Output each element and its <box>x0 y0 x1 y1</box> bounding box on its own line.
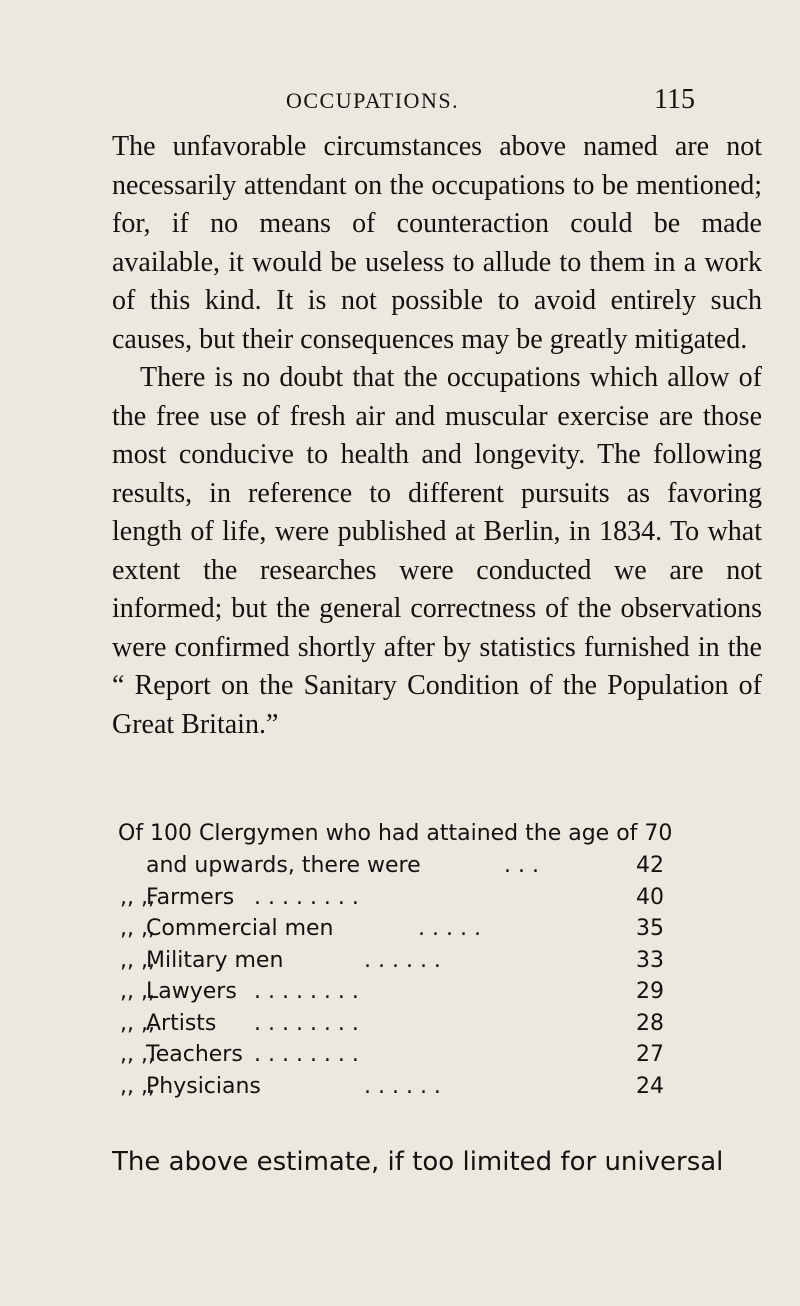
row-value: 42 <box>636 853 664 878</box>
row-label: and upwards, there were <box>146 853 421 878</box>
row-leader-dots: . . . . . . . . <box>254 884 359 910</box>
row-value: 27 <box>636 1042 664 1067</box>
row-label: Commercial men <box>146 916 334 941</box>
ditto-marks: ,, ,, <box>120 916 155 941</box>
paragraph: The unfavorable circumstances above named are not necessarily attendant on the occupations to be mentioned; for, if no means of counteraction could be made available, it would be useless to allude to them in a work of this kind. It is not possible to avoid entirely such causes, but their consequences may be greatly mitigated. <box>112 131 762 355</box>
row-label: Physicians <box>146 1073 261 1099</box>
row-value: 28 <box>636 1010 664 1036</box>
page-number: 115 <box>654 84 695 115</box>
body-text <box>112 128 762 744</box>
row-leader-dots: . . . <box>504 853 539 878</box>
row-value: 35 <box>636 916 664 941</box>
table-row <box>118 1039 768 1071</box>
ditto-marks: ,, ,, <box>120 1042 155 1067</box>
longevity-table <box>118 818 768 1102</box>
row-value: 24 <box>636 1073 664 1099</box>
closing-line: The above estimate, if too limited for universal <box>112 1147 724 1177</box>
table-row <box>118 945 768 977</box>
row-value: 33 <box>636 947 664 973</box>
running-head-title: OCCUPATIONS. <box>286 88 460 113</box>
row-label: Military men <box>146 947 284 973</box>
row-leader-dots: . . . . . . <box>364 1073 441 1099</box>
table-intro-line: Of 100 Clergymen who had attained the age of 70 <box>118 821 673 846</box>
row-label: Lawyers <box>146 979 237 1004</box>
ditto-marks: ,, ,, <box>120 947 155 973</box>
row-value: 29 <box>636 979 664 1004</box>
ditto-marks: ,, ,, <box>120 1073 155 1099</box>
row-leader-dots: . . . . . . <box>364 947 441 973</box>
row-label: Artists <box>146 1010 217 1036</box>
row-leader-dots: . . . . . . . . <box>254 1042 359 1067</box>
table-row <box>118 976 768 1008</box>
ditto-marks: ,, ,, <box>120 884 155 910</box>
ditto-marks: ,, ,, <box>120 979 155 1004</box>
row-label: Teachers <box>146 1042 243 1067</box>
running-head <box>0 84 800 128</box>
paragraph: There is no doubt that the occupations which allow of the free use of fresh air and muscular exercise are those most conducive to health and longevity. The following results, in reference to different pursuits as favoring length of life, were published at Berlin, in 1834. To what extent the researches were conducted we are not informed; but the general correctness of the observations were confirmed shortly after by statistics furnished in the “ Report on the Sanitary Condition of the Population of Great Britain.” <box>112 362 762 740</box>
table-row <box>118 913 768 945</box>
table-row <box>118 1008 768 1040</box>
table-row <box>118 882 768 914</box>
table-row <box>118 1071 768 1103</box>
row-label: Farmers <box>146 884 235 910</box>
ditto-marks: ,, ,, <box>120 1010 155 1036</box>
row-leader-dots: . . . . . <box>418 916 481 941</box>
row-leader-dots: . . . . . . . . <box>254 979 359 1004</box>
row-leader-dots: . . . . . . . . <box>254 1010 359 1036</box>
row-value: 40 <box>636 884 664 910</box>
table-row <box>118 850 768 882</box>
